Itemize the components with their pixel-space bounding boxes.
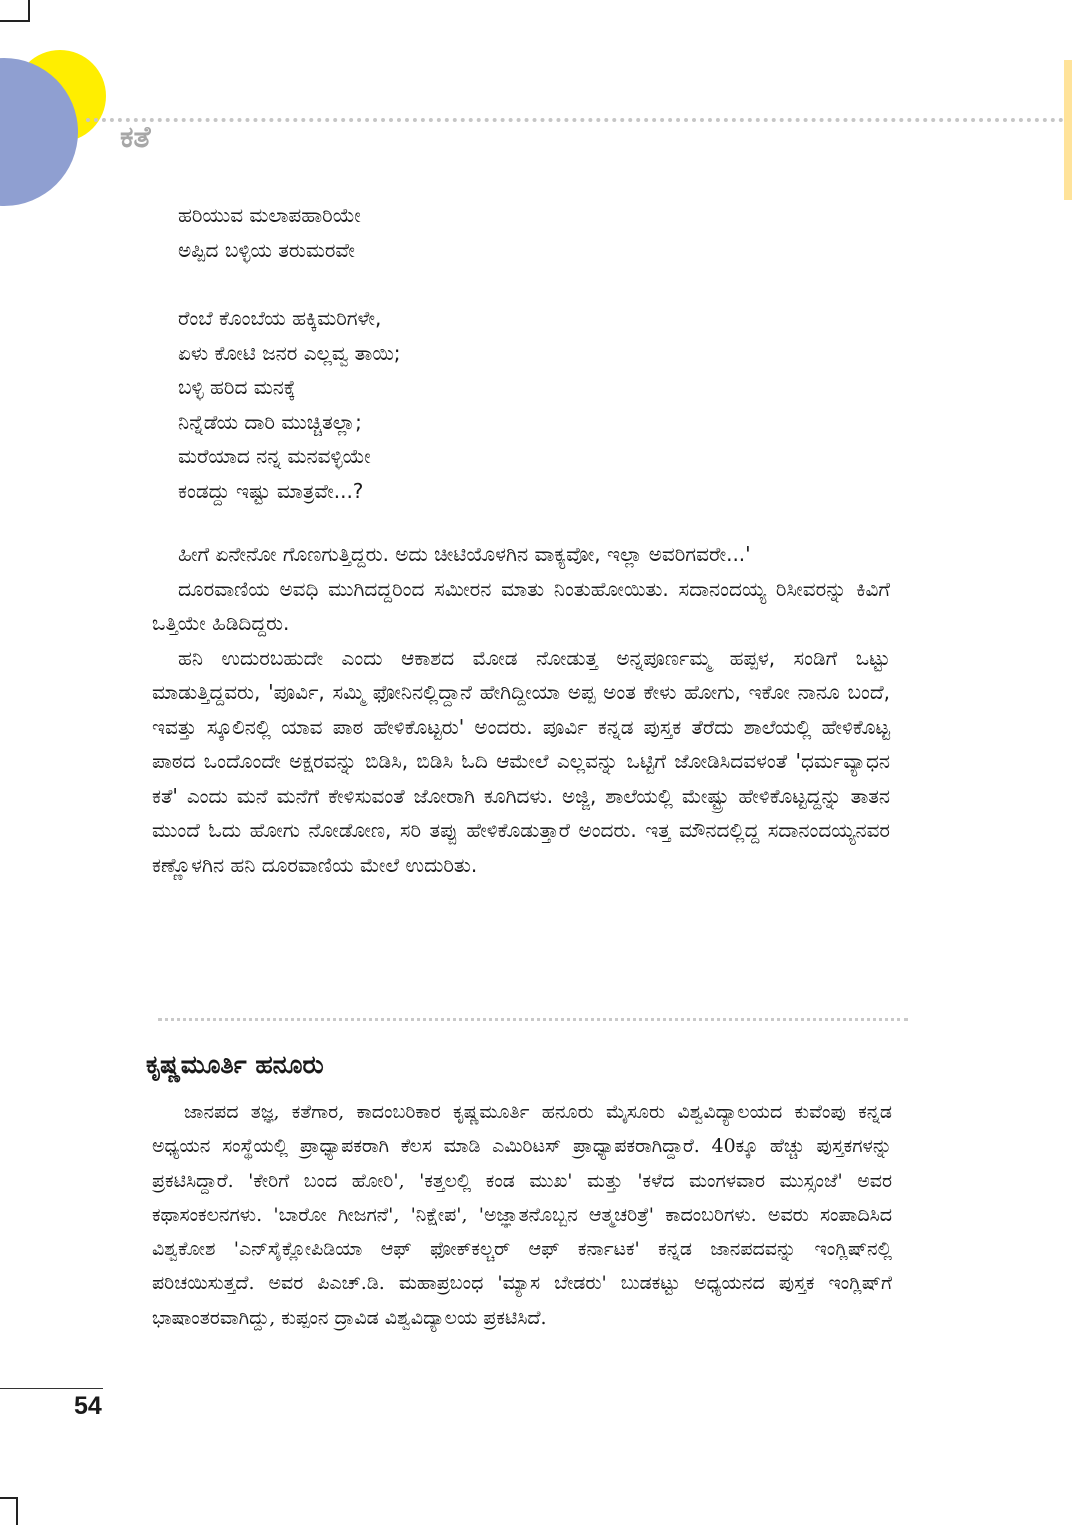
crop-mark-bottom-vertical [16, 1497, 18, 1525]
prose-paragraph: ದೂರವಾಣಿಯ ಅವಧಿ ಮುಗಿದದ್ದರಿಂದ ಸಮೀರನ ಮಾತು ನಿಂತುಹೋಯಿತು. ಸದಾನಂದಯ್ಯ ರಿಸೀವರನ್ನು ಕಿವಿಗೆ ಒತ್ತಿಯೇ ಹಿಡಿದಿದ್ದರು. [152, 576, 890, 635]
poem-stanza [178, 301, 401, 508]
section-label: ಕತೆ [120, 120, 151, 155]
poem-stanza [178, 198, 401, 267]
crop-mark-top-vertical [28, 0, 30, 22]
author-name: ಕೃಷ್ಣಮೂರ್ತಿ ಹನೂರು [146, 1050, 324, 1079]
poem-line: ರೆಂಬೆ ಕೊಂಬೆಯ ಹಕ್ಕಿಮರಿಗಳೇ, [178, 306, 382, 330]
page-number-rule [0, 1388, 103, 1389]
poem-line: ಏಳು ಕೋಟಿ ಜನರ ಎಲ್ಲವ್ವ ತಾಯಿ; [178, 340, 401, 365]
section-separator [158, 1018, 908, 1021]
prose-paragraph: ಹೀಗೆ ಏನೇನೋ ಗೊಣಗುತ್ತಿದ್ದರು. ಅದು ಚೀಟಿಯೊಳಗಿನ ವಾಕ್ಯವೋ, ಇಲ್ಲಾ ಅವರಿಗವರೇ...' [178, 542, 751, 566]
prose-paragraph: ಹನಿ ಉದುರಬಹುದೇ ಎಂದು ಆಕಾಶದ ಮೋಡ ನೋಡುತ್ತ ಅನ್ನಪೂರ್ಣಮ್ಮ ಹಪ್ಪಳ, ಸಂಡಿಗೆ ಒಟ್ಟು ಮಾಡುತ್ತಿದ್ದವರು, 'ಪೂರ್ವಿ, ಸಮ್ಮಿ ಫೋನಿನಲ್ಲಿದ್ದಾನೆ ಹೇಗಿದ್ದೀಯಾ ಅಪ್ಪ ಅಂತ ಕೇಳು ಹೋಗು, ಇಕೋ ನಾನೂ ಬಂದೆ, ಇವತ್ತು ಸ್ಕೂಲಿನಲ್ಲಿ ಯಾವ ಪಾಠ ಹೇಳಿಕೊಟ್ಟರು' ಅಂದರು. ಪೂರ್ವಿ ಕನ್ನಡ ಪುಸ್ತಕ ತೆರೆದು ಶಾಲೆಯಲ್ಲಿ ಹೇಳಿಕೊಟ್ಟ ಪಾಠದ ಒಂದೊಂದೇ ಅಕ್ಷರವನ್ನು ಬಿಡಿಸಿ, ಬಿಡಿಸಿ ಓದಿ ಆಮೇಲೆ ಎಲ್ಲವನ್ನು ಒಟ್ಟಿಗೆ ಜೋಡಿಸಿದವಳಂತೆ 'ಧರ್ಮವ್ಯಾಧನ ಕತೆ' ಎಂದು ಮನೆ ಮನೆಗೆ ಕೇಳಿಸುವಂತೆ ಜೋರಾಗಿ ಕೂಗಿದಳು. ಅಜ್ಜಿ, ಶಾಲೆಯಲ್ಲಿ ಮೇಷ್ಟ್ರು ಹೇಳಿಕೊಟ್ಟದ್ದನ್ನು ತಾತನ ಮುಂದೆ ಓದು ಹೋಗು ನೋಡೋಣ, ಸರಿ ತಪ್ಪು ಹೇಳಿಕೊಡುತ್ತಾರೆ ಅಂದರು. ಇತ್ತ ಮೌನದಲ್ಲಿದ್ದ ಸದಾನಂದಯ್ಯನವರ ಕಣ್ಣೊಳಗಿನ ಹನಿ ದೂರವಾಣಿಯ ಮೇಲೆ ಉದುರಿತು. [152, 645, 890, 877]
crop-mark-bottom-horizontal [0, 1497, 18, 1499]
poem-line: ಹರಿಯುವ ಮಲಾಪಹಾರಿಯೇ [178, 203, 361, 227]
poem-line: ನಿನ್ನೆಡೆಯ ದಾರಿ ಮುಚ್ಚಿತಲ್ಲಾ; [178, 409, 362, 434]
poem-line: ಕಂಡದ್ದು ಇಷ್ಟು ಮಾತ್ರವೇ...? [178, 478, 364, 503]
page-number: 54 [74, 1392, 102, 1420]
poem-line: ಮರೆಯಾದ ನನ್ನ ಮನವಳ್ಳಿಯೇ [178, 444, 371, 468]
poem [178, 198, 401, 542]
author-bio: ಜಾನಪದ ತಜ್ಞ, ಕತೆಗಾರ, ಕಾದಂಬರಿಕಾರ ಕೃಷ್ಣಮೂರ್ತಿ ಹನೂರು ಮೈಸೂರು ವಿಶ್ವವಿದ್ಯಾಲಯದ ಕುವೆಂಪು ಕನ್ನಡ ಅಧ್ಯಯನ ಸಂಸ್ಥೆಯಲ್ಲಿ ಪ್ರಾಧ್ಯಾಪಕರಾಗಿ ಕೆಲಸ ಮಾಡಿ ಎಮಿರಿಟಸ್ ಪ್ರಾಧ್ಯಾಪಕರಾಗಿದ್ದಾರೆ. 40ಕ್ಕೂ ಹೆಚ್ಚು ಪುಸ್ತಕಗಳನ್ನು ಪ್ರಕಟಿಸಿದ್ದಾರೆ. 'ಕೇರಿಗೆ ಬಂದ ಹೋರಿ', 'ಕತ್ತಲಲ್ಲಿ ಕಂಡ ಮುಖ' ಮತ್ತು 'ಕಳೆದ ಮಂಗಳವಾರ ಮುಸ್ಸಂಜೆ' ಅವರ ಕಥಾಸಂಕಲನಗಳು. 'ಬಾರೋ ಗೀಜಗನೆ', 'ನಿಕ್ಷೇಪ', 'ಅಜ್ಞಾತನೊಬ್ಬನ ಆತ್ಮಚರಿತ್ರೆ' ಕಾದಂಬರಿಗಳು. ಅವರು ಸಂಪಾದಿಸಿದ ವಿಶ್ವಕೋಶ 'ಎನ್‌ಸೈಕ್ಲೋಪಿಡಿಯಾ ಆಫ್ ಫೋಕ್‌ಕಲ್ಚರ್ ಆಫ್ ಕರ್ನಾಟಕ' ಕನ್ನಡ ಜಾನಪದವನ್ನು ಇಂಗ್ಲಿಷ್‌ನಲ್ಲಿ ಪರಿಚಯಿಸುತ್ತದೆ. ಅವರ ಪಿಎಚ್.ಡಿ. ಮಹಾಪ್ರಬಂಧ 'ಮ್ಯಾಸ ಬೇಡರು' ಬುಡಕಟ್ಟು ಅಧ್ಯಯನದ ಪುಸ್ತಕ ಇಂಗ್ಲಿಷ್‌ಗೆ ಭಾಷಾಂತರವಾಗಿದ್ದು, ಕುಪ್ಪಂನ ದ್ರಾವಿಡ ವಿಶ್ವವಿದ್ಯಾಲಯ ಪ್ರಕಟಿಸಿದೆ. [152, 1101, 892, 1329]
poem-line: ಅಪ್ಪಿದ ಬಳ್ಳಿಯ ತರುಮರವೇ [178, 237, 355, 262]
story-prose [152, 537, 890, 882]
side-tab-marker [1064, 60, 1072, 200]
poem-line: ಬಳ್ಳಿ ಹರಿದ ಮನಕ್ಕೆ [178, 375, 296, 399]
crop-mark-top-horizontal [0, 20, 30, 22]
header-dotted-rule [86, 118, 1072, 122]
